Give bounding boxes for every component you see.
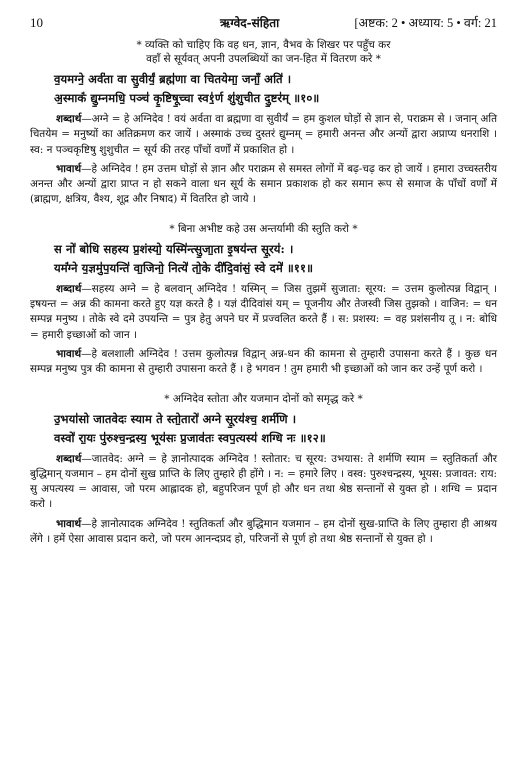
bhavarth-text: —हे बलशाली अग्निदेव ! उत्तम कुलोत्पन्न विद्वान् अन्न-धन की कामना से तुम्हारी उपासना करते हैं । कुछ धन सम्पन्न मनुष्य पुत्र की कामना से तुम्हारी उपासना करते हैं । हे भगवन ! तुम हमारी भी इच्छाओं को जान कर उन्हें पूर्ण करो । (30, 347, 497, 376)
shabdarth-label: शब्दार्थ (56, 282, 82, 295)
heading-line: * अग्निदेव स्तोता और यजमान दोनों को समृद्ध करे * (164, 392, 363, 405)
mantra-line: उ॒भया॑सो जातवेदः स्याम ते स्तो॒तारो॑ अग्ने सू॒रय॑श्च॒ शर्म॑णि । (54, 411, 297, 426)
bhavarth-label: भावार्थ (56, 517, 82, 530)
verse-section-12 (30, 392, 497, 548)
bhavarth-paragraph (30, 162, 497, 208)
bhavarth-text: —हे अग्निदेव ! हम उत्तम घोड़ों से ज्ञान और पराक्रम से समस्त लोगों में बढ़-चढ़ कर हो जायें । हमारा उच्चस्तरीय अनन्त और अन्यों द्वारा प्राप्त न हो सकने वाला धन सूर्य के समान प्रकाशक हो कर समान रूप से समाज के पाँचों वर्णों में (ब्राह्मण, क्षत्रिय, वैश्य, शूद्र और निषाद) में वितरित हो जाये । (30, 162, 497, 206)
shabdarth-paragraph (30, 112, 497, 158)
mantra-line: स नो॑ बोधि सहस्य प्र॒शंस्यो॒ यस्मि॑न्त्सु॒जा॒ता इ॒षय॑न्त सू॒रय॑: । (54, 241, 294, 256)
page-number: 10 (30, 15, 43, 30)
heading-line: * बिना अभीष्ट कहे उस अन्तर्यामी की स्तुति करो * (169, 222, 358, 235)
section-heading (30, 222, 497, 236)
book-title: ऋग्वेद-संहिता (220, 16, 280, 30)
shabdarth-label: शब्दार्थ (56, 113, 82, 125)
shabdarth-paragraph (30, 452, 497, 513)
heading-line: * व्यक्ति को चाहिए कि वह धन, ज्ञान, वैभव के शिखर पर पहुँच कर (136, 39, 391, 51)
mantra-line: अ॒स्माकं॑ द्यु॒म्नमधि॒ पञ्च॑ कृ॒ष्टिषू॒च्चा स्व१॒॑र्ण शु॑शुचीत दु॒ष्टर॑म् ॥१०॥ (54, 91, 320, 105)
section-heading (30, 392, 497, 406)
bhavarth-label: भावार्थ (56, 347, 82, 360)
shabdarth-text: —अग्ने = हे अग्निदेव ! वयं अर्वता वा ब्रह्मणा वा सुवीर्यं = हम कुशल घोड़ों से ज्ञान से, पराक्रम से । जनान् अति चितयेम = मनुष्यों का अतिक्रमण कर जायें । अस्माकं उच्च दुस्तरं द्युम्नम् = हमारी अनन्त और अन्यों द्वारा अप्राप्य धनराशि । स्व: न पञ्चकृष्टिषु शुशुचीत = सूर्य की तरह पाँचों वर्णों में प्रकाशित हो । (30, 113, 497, 156)
mantra-line: वस्वो॑ रा॒यः पु॑रुश्च॒न्द्रस्य॒ भूय॑सः प्र॒जाव॑तः स्वप॒त्यस्य॑ शग्धि नः ॥१२॥ (54, 430, 326, 445)
bhavarth-paragraph (30, 517, 497, 548)
verse-section-11 (30, 222, 497, 378)
bhavarth-label: भावार्थ (56, 162, 82, 175)
mantra-line: यमं॑ग्ने य॒ज्ञमु॑प॒यन्ति॑ वा॒जिनो॒ नित्ये॑ तो॒के दी॑दि॒वांसं॒ स्वे दमे॑ ॥११॥ (54, 260, 314, 275)
shabdarth-label: शब्दार्थ (56, 452, 82, 465)
chapter-reference: [अष्टक: 2 • अध्याय: 5 • वर्ग: 21 (354, 16, 497, 30)
section-heading (30, 38, 497, 66)
verse-section-10 (30, 38, 497, 208)
heading-line: वहाँ से सूर्यवत् अपनी उपलब्धियों का जन-हित में वितरण करे * (146, 53, 381, 65)
shabdarth-text: —जातवेद: अग्ने = हे ज्ञानोत्पादक अग्निदेव ! स्तोतार: च सूरय: उभयास: ते शर्मणि स्याम = स्तुतिकर्ता और बुद्धिमान् यजमान – हम दोनों सुख प्राप्ति के लिए तुम्हारे ही होंगे । न: = हमारे लिए । वस्व: पुरुश्चन्द्रस्य, भूयस: प्रजावत: राय: सु अपत्यस्य = आवास, जो परम आह्लादक हो, बहुपरिजन पूर्ण हो और धन तथा श्रेष्ठ सन्तानों से युक्त हो । शग्धि = प्रदान करो । (30, 452, 497, 511)
bhavarth-text: —हे ज्ञानोत्पादक अग्निदेव ! स्तुतिकर्ता और बुद्धिमान यजमान – हम दोनों सुख-प्राप्ति के लिए तुम्हारा ही आश्रय लेंगे । हमें ऐसा आवास प्रदान करो, जो परम आनन्दप्रद हो, परिजनों से पूर्ण हो तथा श्रेष्ठ सन्तानों से युक्त हो । (30, 517, 497, 546)
shabdarth-paragraph (30, 282, 497, 343)
bhavarth-paragraph (30, 347, 497, 378)
mantra-line: व॒यमग्ने॒ अर्व॑ता वा सु॒वीर्यं॒ ब्रह्म॑णा वा चितयेमा॒ जनाँ॒ अति॑ । (54, 72, 292, 86)
shabdarth-text: —सहस्य अग्ने = हे बलवान् अग्निदेव ! यस्मिन् = जिस तुझमें सुजाता: सूरय: = उत्तम कुलोत्पन्न विद्वान् । इषयन्त = अन्न की कामना करते हुए यज्ञ करते है । यज्ञं दीदिवांसं यम् = पूजनीय और तेजस्वी जिस तुझको । वाजिन: = धन सम्पन्न मनुष्य । तोके स्वे दमे उपयन्ति = पुत्र हेतु अपने घर में प्रज्वलित करते हैं । स: प्रशस्य: = वह प्रशंसनीय तू । न: बोधि = हमारी इच्छाओं को जान । (30, 282, 497, 341)
page-header (30, 14, 497, 34)
